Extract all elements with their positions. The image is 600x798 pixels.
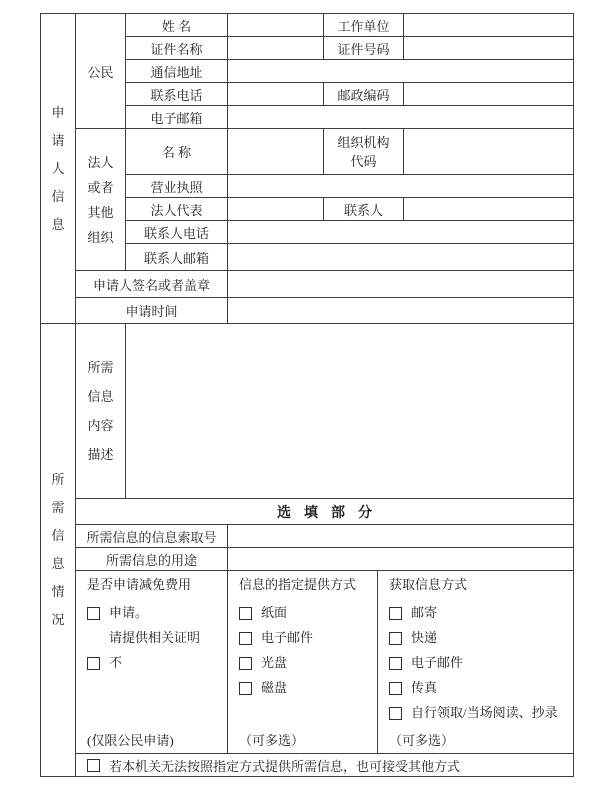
accept-other-method-checkbox[interactable]	[87, 759, 100, 772]
field-label-contact-phone: 联系人电话	[126, 221, 228, 244]
input-signature[interactable]	[228, 271, 574, 298]
citizen-group-label: 公民	[87, 64, 114, 80]
field-label-purpose: 所需信息的用途	[76, 548, 228, 571]
obtain-option-mail	[389, 605, 437, 621]
optional-section-header: 选填部分	[76, 499, 574, 525]
paper-label: 纸面	[261, 605, 288, 620]
delivery-method-title: 信息的指定提供方式	[239, 577, 357, 592]
other-method-row	[76, 754, 574, 777]
input-cert-name[interactable]	[228, 37, 324, 60]
input-name[interactable]	[228, 14, 324, 37]
other-method-option	[76, 756, 573, 775]
field-label-contact-person: 联系人	[324, 198, 404, 221]
input-contact-email[interactable]	[228, 244, 574, 271]
field-label-postal-code: 邮政编码	[324, 83, 404, 106]
disk-checkbox[interactable]	[239, 682, 252, 695]
description-label-cell	[76, 324, 126, 499]
express-checkbox[interactable]	[389, 632, 402, 645]
delivery-method-group	[228, 571, 377, 753]
field-label-org-code	[324, 129, 404, 175]
delivery-method-footnote: （可多选）	[239, 733, 305, 748]
input-address[interactable]	[228, 60, 574, 83]
field-label-apply-time: 申请时间	[76, 298, 228, 324]
field-label-legal-representative: 法人代表	[126, 198, 228, 221]
input-org-code[interactable]	[404, 129, 574, 175]
obtain-option-self-pickup	[389, 705, 558, 721]
disk-label: 磁盘	[261, 680, 288, 695]
input-contact-person[interactable]	[404, 198, 574, 221]
org-group-label: 法人或者其他组织	[87, 154, 114, 245]
field-label-cert-name: 证件名称	[126, 37, 228, 60]
field-label-cert-number: 证件号码	[324, 37, 404, 60]
delivery-email-label: 电子邮件	[261, 630, 314, 645]
paper-checkbox[interactable]	[239, 607, 252, 620]
obtain-option-express	[389, 630, 437, 646]
applicant-side-label-cell	[41, 14, 76, 324]
input-legal-representative[interactable]	[228, 198, 324, 221]
org-code-label-line2: 代码	[350, 153, 377, 169]
apply-waiver-checkbox[interactable]	[87, 607, 100, 620]
field-label-contact-email: 联系人邮箱	[126, 244, 228, 271]
input-phone[interactable]	[228, 83, 324, 106]
field-label-business-license: 营业执照	[126, 175, 228, 198]
obtain-email-checkbox[interactable]	[389, 657, 402, 670]
cd-checkbox[interactable]	[239, 657, 252, 670]
input-contact-phone[interactable]	[228, 221, 574, 244]
application-form-table	[40, 13, 574, 777]
obtain-option-fax	[389, 680, 437, 696]
input-index-number[interactable]	[228, 525, 574, 548]
obtain-method-cell	[378, 571, 574, 754]
request-side-label: 所需信息情况	[51, 472, 65, 627]
request-side-label-cell	[41, 324, 76, 777]
input-org-name[interactable]	[228, 129, 324, 175]
fee-waiver-cell	[76, 571, 228, 754]
input-apply-time[interactable]	[228, 298, 574, 324]
other-method-label: 若本机关无法按照指定方式提供所需信息，也可接受其他方式	[109, 758, 461, 774]
obtain-method-title: 获取信息方式	[389, 577, 468, 592]
field-label-org-name: 名 称	[126, 129, 228, 175]
no-waiver-label: 不	[109, 655, 123, 670]
org-code-label-line1: 组织机构	[337, 134, 390, 150]
fee-waiver-title: 是否申请减免费用	[87, 577, 192, 592]
field-label-signature: 申请人签名或者盖章	[76, 271, 228, 298]
mail-label: 邮寄	[411, 605, 438, 620]
delivery-email-checkbox[interactable]	[239, 632, 252, 645]
input-cert-number[interactable]	[404, 37, 574, 60]
org-group-label-cell	[76, 129, 126, 271]
apply-waiver-label: 申请。	[109, 605, 149, 620]
input-postal-code[interactable]	[404, 83, 574, 106]
field-label-work-unit: 工作单位	[324, 14, 404, 37]
delivery-option-paper	[239, 605, 287, 621]
obtain-method-footnote: （可多选）	[389, 733, 455, 748]
fee-waiver-option-no	[87, 655, 122, 671]
input-work-unit[interactable]	[404, 14, 574, 37]
delivery-method-cell	[228, 571, 378, 754]
fee-waiver-option-apply	[87, 605, 148, 621]
no-waiver-checkbox[interactable]	[87, 657, 100, 670]
input-email[interactable]	[228, 106, 574, 129]
mail-checkbox[interactable]	[389, 607, 402, 620]
fax-checkbox[interactable]	[389, 682, 402, 695]
delivery-option-cd	[239, 655, 287, 671]
obtain-option-email	[389, 655, 463, 671]
field-label-email: 电子邮箱	[126, 106, 228, 129]
obtain-method-group	[378, 571, 573, 753]
citizen-group-label-cell	[76, 14, 126, 129]
field-label-address: 通信地址	[126, 60, 228, 83]
fee-waiver-apply-note: 请提供相关证明	[109, 630, 201, 645]
self-pickup-checkbox[interactable]	[389, 707, 402, 720]
delivery-option-disk	[239, 680, 287, 696]
obtain-email-label: 电子邮件	[411, 655, 464, 670]
input-business-license[interactable]	[228, 175, 574, 198]
description-label: 所需信息内容描述	[87, 360, 114, 462]
field-label-index-number: 所需信息的信息索取号	[76, 525, 228, 548]
input-description[interactable]	[126, 324, 574, 499]
fee-waiver-footnote: (仅限公民申请)	[87, 733, 174, 748]
delivery-option-email	[239, 630, 313, 646]
cd-label: 光盘	[261, 655, 288, 670]
fax-label: 传真	[411, 680, 438, 695]
field-label-phone: 联系电话	[126, 83, 228, 106]
applicant-side-label: 申请人信息	[51, 104, 65, 232]
fee-waiver-group	[76, 571, 227, 753]
input-purpose[interactable]	[228, 548, 574, 571]
express-label: 快递	[411, 630, 438, 645]
field-label-name: 姓 名	[126, 14, 228, 37]
self-pickup-label: 自行领取/当场阅读、抄录	[411, 705, 558, 720]
